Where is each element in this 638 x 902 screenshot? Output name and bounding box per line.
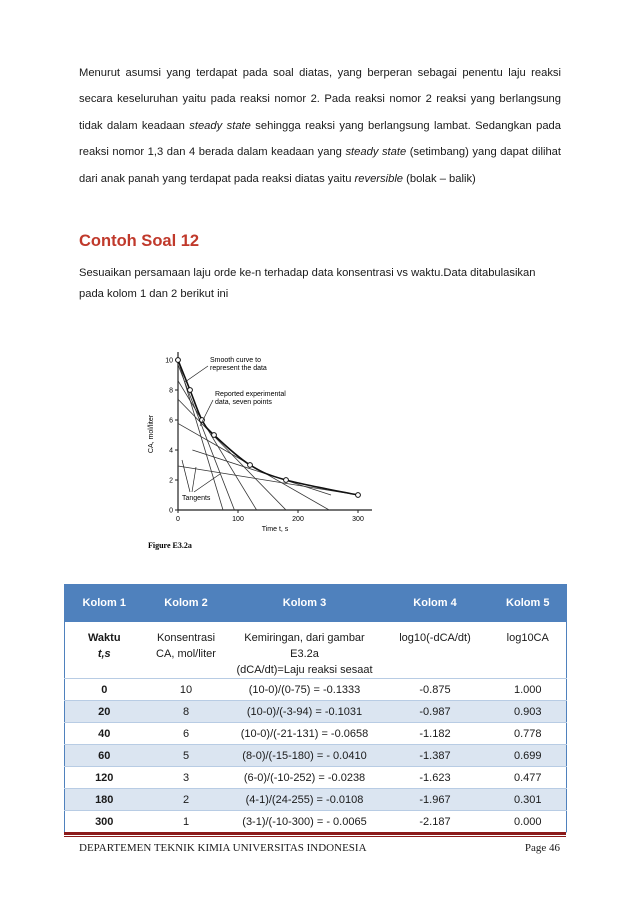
x-tick-label: 300 (352, 516, 364, 523)
y-tick-label: 2 (169, 477, 173, 485)
x-tick-label: 0 (176, 516, 180, 523)
table-cell-col-1: 180 (65, 789, 144, 811)
table-cell-col-3: (3-1)/(-10-300) = - 0.0065 (229, 811, 381, 833)
data-point (176, 358, 181, 363)
figure-caption: Figure E3.2a (148, 541, 192, 550)
header-kolom-1: Kolom 1 (65, 584, 144, 622)
footer-rule-thick (64, 832, 566, 835)
annotation-reported-line2: data, seven points (215, 399, 272, 406)
table-cell-col-5: 0.000 (490, 811, 567, 833)
table-cell-col-1: 60 (65, 745, 144, 767)
subheader-kemiringan-text: Kemiringan, dari gambar E3.2a (244, 632, 365, 660)
table-row (65, 767, 567, 789)
subheader-log-ca-text: log10CA (506, 632, 549, 644)
footer-page-number: Page 46 (524, 842, 560, 854)
table-cell-col-3: (10-0)/(-3-94) = -0.1031 (229, 701, 381, 723)
footer-department: DEPARTEMEN TEKNIK KIMIA UNIVERSITAS INDONESIA (79, 842, 367, 854)
table-subheader-row (65, 622, 567, 679)
subheader-log-rate-text: log10(-dCA/dt) (399, 632, 471, 644)
data-point (188, 388, 193, 393)
data-point (248, 463, 253, 468)
subheader-kemiringan (229, 622, 381, 679)
table-row (65, 811, 567, 833)
table-cell-col-1: 20 (65, 701, 144, 723)
header-kolom-5: Kolom 5 (490, 584, 567, 622)
paragraph-italic-1: steady state (189, 119, 251, 132)
table-cell-col-5: 0.903 (490, 701, 567, 723)
table-cell-col-4: -1.967 (381, 789, 490, 811)
table-cell-col-5: 1.000 (490, 679, 567, 701)
annotation-reported (200, 391, 286, 426)
annotation-tangents-label: Tangents (182, 495, 211, 502)
table-cell-col-1: 120 (65, 767, 144, 789)
intro-text: Sesuaikan persamaan laju orde ke-n terhadap data konsentrasi vs waktu.Data ditabulasikan pada kolom 1 dan 2 berikut ini (79, 267, 536, 300)
table-cell-col-4: -1.182 (381, 723, 490, 745)
annotation-smooth-line1: Smooth curve to (210, 357, 261, 364)
paragraph-italic-3: reversible (354, 172, 404, 185)
tangent-line (178, 365, 234, 510)
y-tick-label: 4 (169, 447, 173, 455)
concentration-time-chart (140, 342, 380, 554)
table-cell-col-5: 0.778 (490, 723, 567, 745)
header-kolom-2: Kolom 2 (144, 584, 229, 622)
table-cell-col-3: (8-0)/(-15-180) = - 0.0410 (229, 745, 381, 767)
y-tick-label: 8 (169, 387, 173, 395)
table-cell-col-3: (4-1)/(24-255) = -0.0108 (229, 789, 381, 811)
table-cell-col-1: 0 (65, 679, 144, 701)
table-row (65, 745, 567, 767)
annotation-smooth (185, 357, 267, 382)
y-tick-label: 10 (165, 357, 173, 365)
paragraph-text-2: sehingga reaksi yang berlangsung lambat. Sedangkan pada reaksi nomor 1,3 dan 4 berada dalam keadaan yang (79, 119, 561, 159)
table-cell-col-3: (10-0)/(0-75) = -0.1333 (229, 679, 381, 701)
table-row (65, 723, 567, 745)
subheader-konsentrasi-unit: CA, mol/liter (156, 648, 216, 660)
x-axis-label: Time t, s (261, 526, 289, 533)
tangent-line (178, 466, 358, 495)
subheader-kemiringan-unit: (dCA/dt)=Laju reaksi sesaat (236, 664, 373, 676)
smooth-curve (178, 360, 358, 495)
table-row (65, 679, 567, 701)
data-point (212, 433, 217, 438)
table-cell-col-1: 40 (65, 723, 144, 745)
chart-axes (178, 352, 372, 510)
header-kolom-4: Kolom 4 (381, 584, 490, 622)
subheader-waktu-text: Waktu (87, 632, 121, 644)
table-cell-col-5: 0.301 (490, 789, 567, 811)
table-cell-col-2: 3 (144, 767, 229, 789)
table-cell-col-3: (10-0)/(-21-131) = -0.0658 (229, 723, 381, 745)
table-cell-col-2: 8 (144, 701, 229, 723)
table-cell-col-3: (6-0)/(-10-252) = -0.0238 (229, 767, 381, 789)
section-heading: Contoh Soal 12 (79, 232, 200, 250)
subheader-konsentrasi (144, 622, 229, 679)
table-cell-col-2: 10 (144, 679, 229, 701)
table-cell-col-2: 5 (144, 745, 229, 767)
paragraph-italic-2: steady state (345, 146, 407, 159)
subheader-waktu (65, 622, 144, 679)
annotation-smooth-line2: represent the data (210, 365, 267, 372)
table-header-row (65, 584, 567, 622)
figure-e3-2a (140, 342, 380, 554)
subheader-log-ca (490, 622, 567, 679)
subheader-waktu-unit: t,s (97, 648, 111, 660)
table-cell-col-2: 1 (144, 811, 229, 833)
table-row (65, 789, 567, 811)
paragraph-text-1: Menurut asumsi yang terdapat pada soal diatas, yang berperan sebagai penentu laju reaksi secara keseluruhan yaitu pada reaksi nomor 2. Pada reaksi nomor 2 reaksi yang berlangsung tidak dalam keadaan (79, 67, 561, 132)
x-tick-label: 100 (232, 516, 244, 523)
tangent-line (192, 450, 331, 495)
y-tick-label: 0 (169, 507, 173, 515)
data-point (284, 478, 289, 483)
y-axis-label: CA, mol/liter (148, 414, 155, 454)
x-tick-label: 200 (292, 516, 304, 523)
annotation-reported-line1: Reported experimental (215, 391, 286, 398)
table-row (65, 701, 567, 723)
paragraph-text-3: (setimbang) yang dapat dilihat dari anak panah yang terdapat pada reaksi diatas yaitu (79, 146, 561, 185)
footer-rule-thin (64, 836, 566, 837)
table-cell-col-4: -1.387 (381, 745, 490, 767)
table-cell-col-2: 2 (144, 789, 229, 811)
table-cell-col-5: 0.477 (490, 767, 567, 789)
table-cell-col-2: 6 (144, 723, 229, 745)
table-cell-col-4: -1.623 (381, 767, 490, 789)
data-point (356, 493, 361, 498)
subheader-konsentrasi-text: Konsentrasi (156, 632, 216, 644)
table-cell-col-4: -2.187 (381, 811, 490, 833)
subheader-log-rate (381, 622, 490, 679)
table-cell-col-4: -0.987 (381, 701, 490, 723)
table-cell-col-4: -0.875 (381, 679, 490, 701)
header-kolom-3: Kolom 3 (229, 584, 381, 622)
table-cell-col-1: 300 (65, 811, 144, 833)
paragraph-text-4: (bolak – balik) (403, 172, 476, 185)
y-tick-label: 6 (169, 417, 173, 425)
body-paragraph (79, 60, 561, 192)
table-cell-col-5: 0.699 (490, 745, 567, 767)
data-table (64, 584, 567, 833)
